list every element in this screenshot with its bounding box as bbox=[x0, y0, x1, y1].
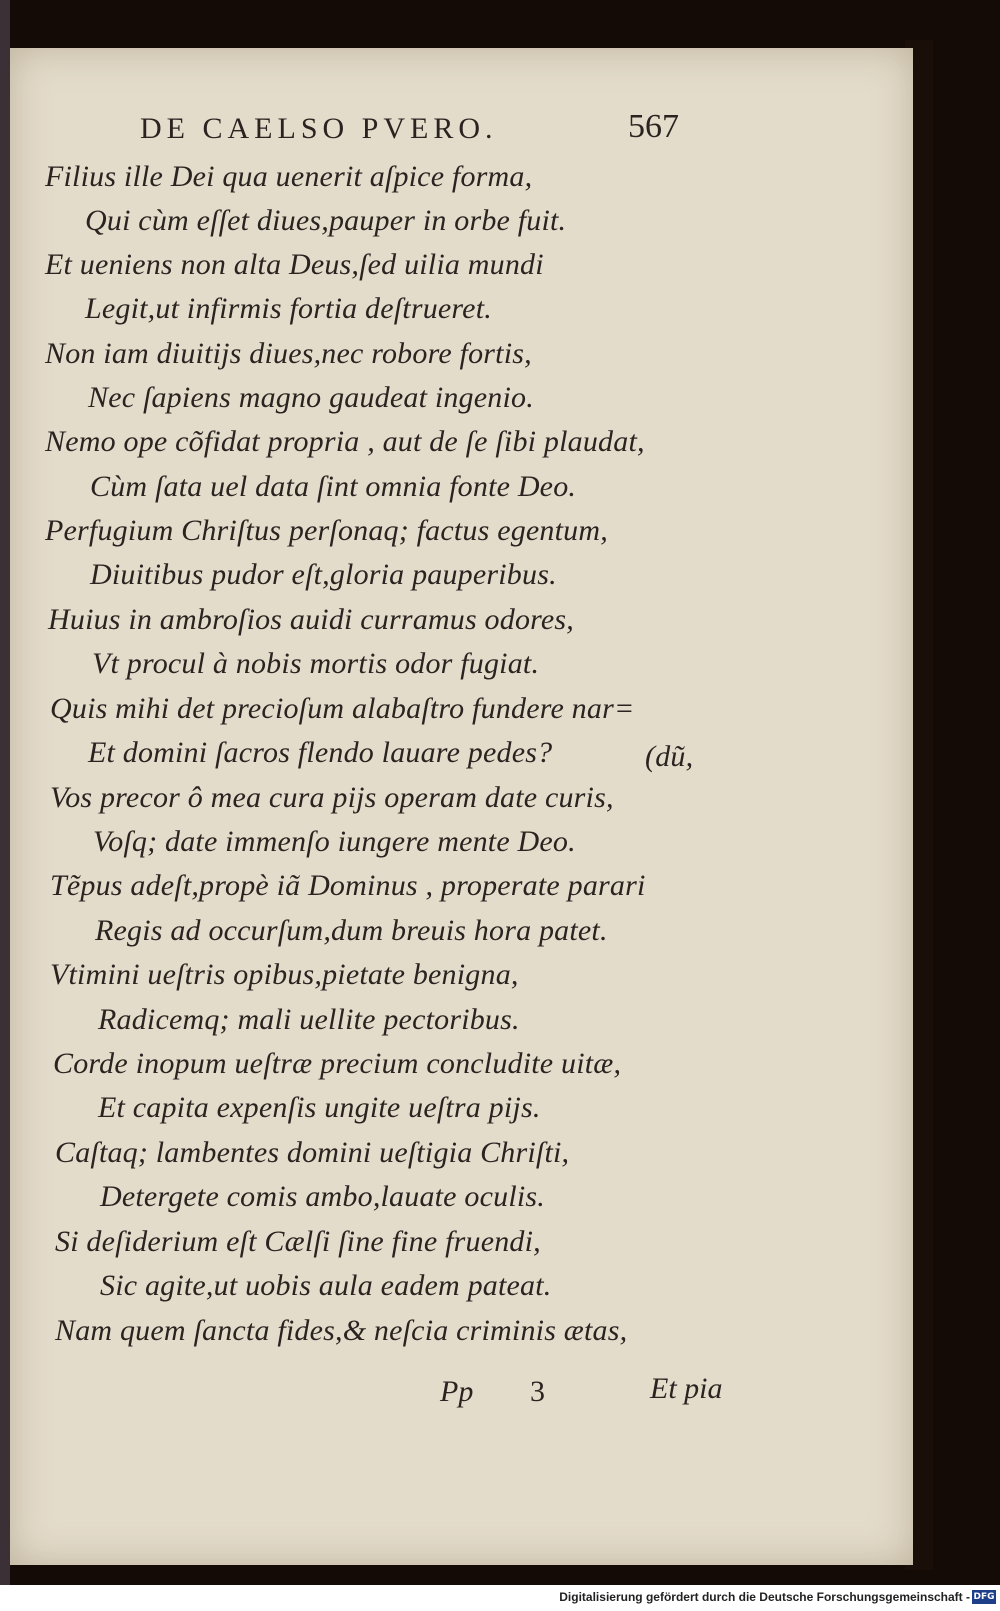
footer-bar bbox=[0, 1585, 1000, 1611]
verse-line: Detergete comis ambo,lauate oculis. bbox=[100, 1180, 545, 1213]
verse-line: Et domini ſacros flendo lauare pedes? bbox=[88, 736, 553, 769]
verse-line: Et ueniens non alta Deus,ſed uilia mundi bbox=[45, 248, 544, 281]
verse-line: Vtimini ueſtris opibus,pietate benigna, bbox=[50, 958, 519, 991]
page-number: 567 bbox=[628, 108, 679, 145]
verse-line: Vt procul à nobis mortis odor fugiat. bbox=[92, 647, 540, 680]
verse-line: Non iam diuitijs diues,nec robore fortis, bbox=[45, 337, 532, 370]
verse-line: Filius ille Dei qua uenerit aſpice forma, bbox=[45, 160, 533, 193]
verse-line: Quis mihi det precioſum alabaſtro fundere nar= bbox=[50, 692, 635, 725]
verse-line: Cùm ſata uel data ſint omnia fonte Deo. bbox=[90, 470, 577, 503]
verse-line: Caſtaq; lambentes domini ueſtigia Chriſti, bbox=[55, 1136, 570, 1169]
dfg-logo: DFG bbox=[973, 1592, 995, 1602]
verse-line: Nec ſapiens magno gaudeat ingenio. bbox=[88, 381, 534, 414]
signature-mark: Pp bbox=[440, 1375, 474, 1408]
verse-line: Legit,ut infirmis fortia deſtrueret. bbox=[85, 292, 492, 325]
verse-line: Vos precor ô mea cura pijs operam date curis, bbox=[50, 781, 614, 814]
verse-line: Huius in ambroſios auidi curramus odores, bbox=[48, 603, 575, 636]
verse-line: Regis ad occurſum,dum breuis hora patet. bbox=[95, 914, 608, 947]
verse-line: Qui cùm eſſet diues,pauper in orbe fuit. bbox=[85, 204, 567, 237]
verse-line: Sic agite,ut uobis aula eadem pateat. bbox=[100, 1269, 552, 1302]
verse-line: Diuitibus pudor eſt,gloria pauperibus. bbox=[90, 558, 557, 591]
verse-line: Voſq; date immenſo iungere mente Deo. bbox=[93, 825, 576, 858]
verse-line: Tẽpus adeſt,propè iã Dominus , properate parari bbox=[50, 869, 646, 902]
verse-line: Radicemq; mali uellite pectoribus. bbox=[98, 1003, 520, 1036]
verse-line: Nam quem ſancta fides,& neſcia criminis ætas, bbox=[55, 1314, 628, 1347]
running-title: DE CAELSO PVERO. bbox=[140, 112, 498, 145]
verse-line: Perfugium Chriſtus perſonaq; factus egentum, bbox=[45, 514, 608, 547]
verse-line: Nemo ope cõfidat propria , aut de ſe ſibi plaudat, bbox=[45, 425, 645, 458]
footer-credit: Digitalisierung gefördert durch die Deutsche Forschungsgemeinschaft - bbox=[559, 1590, 970, 1604]
turnover-text: (dũ, bbox=[645, 740, 694, 773]
verse-line: Et capita expenſis ungite ueſtra pijs. bbox=[98, 1091, 541, 1124]
verse-line: Corde inopum ueſtræ precium concludite uitæ, bbox=[53, 1047, 622, 1080]
verse-line: Si deſiderium eſt Cælſi ſine fine fruendi, bbox=[55, 1225, 541, 1258]
book-edge bbox=[0, 0, 10, 1585]
catchword: Et pia bbox=[650, 1372, 723, 1405]
signature-number: 3 bbox=[530, 1375, 545, 1408]
